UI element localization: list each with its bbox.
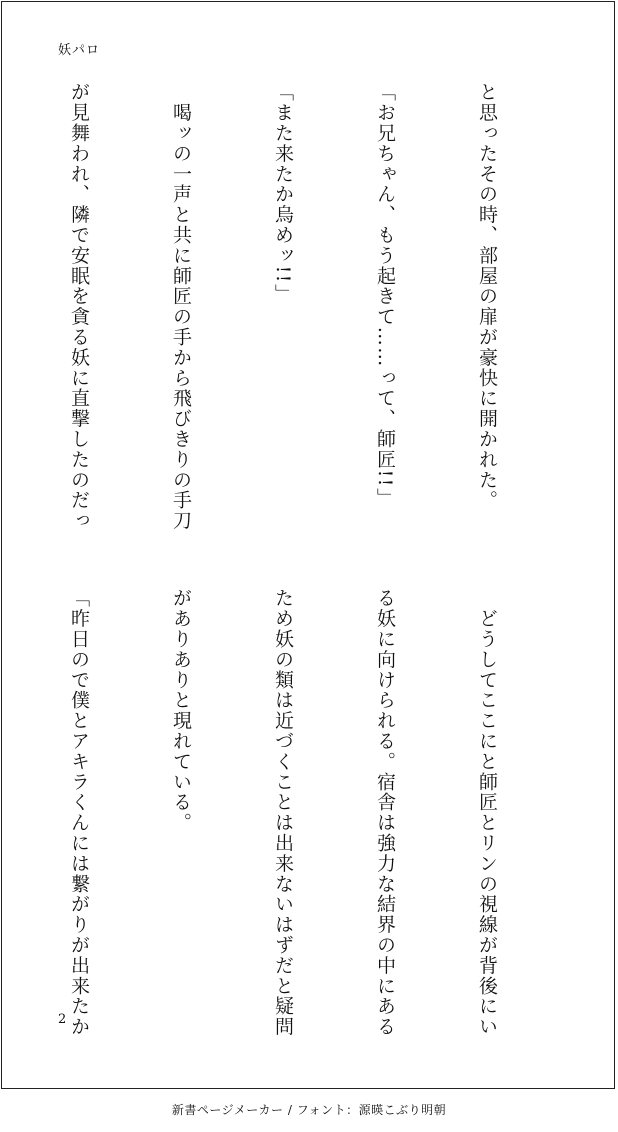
text-block-bottom [0,588,572,1037]
text-line: が見舞われ、隣で安眠を貪る妖に直撃したのだっ [68,82,90,531]
footer-credit: 新書ページメーカー / フォント：源暎こぶり明朝 [171,1103,447,1117]
text-line: 「昨日ので僕とアキラくんには繋がりが出来たか [68,588,90,1037]
text-line: ため妖の類は近づくことは出来ないはずだと疑問 [272,588,294,1037]
text-line: る妖に向けられる。宿舎は強力な結界の中にある [374,588,396,1037]
text-line: 「また来たか烏めッ!!」 [272,82,294,305]
book-page [1,1,615,1089]
text-line: がありありと現れている。 [170,588,192,833]
running-header: 妖パロ [58,43,101,58]
text-line: 喝ッの一声と共に師匠の手から飛びきりの手刀 [170,82,192,531]
text-line: と思ったその時、部屋の扉が豪快に開かれた。 [476,82,498,511]
text-line: 「お兄ちゃん、もう起きて……って、師匠!!」 [374,82,396,509]
text-line: どうしてここにと師匠とリンの視線が背後にい [476,588,498,1037]
page-number: 2 [58,1012,67,1027]
text-block-top [0,82,572,542]
